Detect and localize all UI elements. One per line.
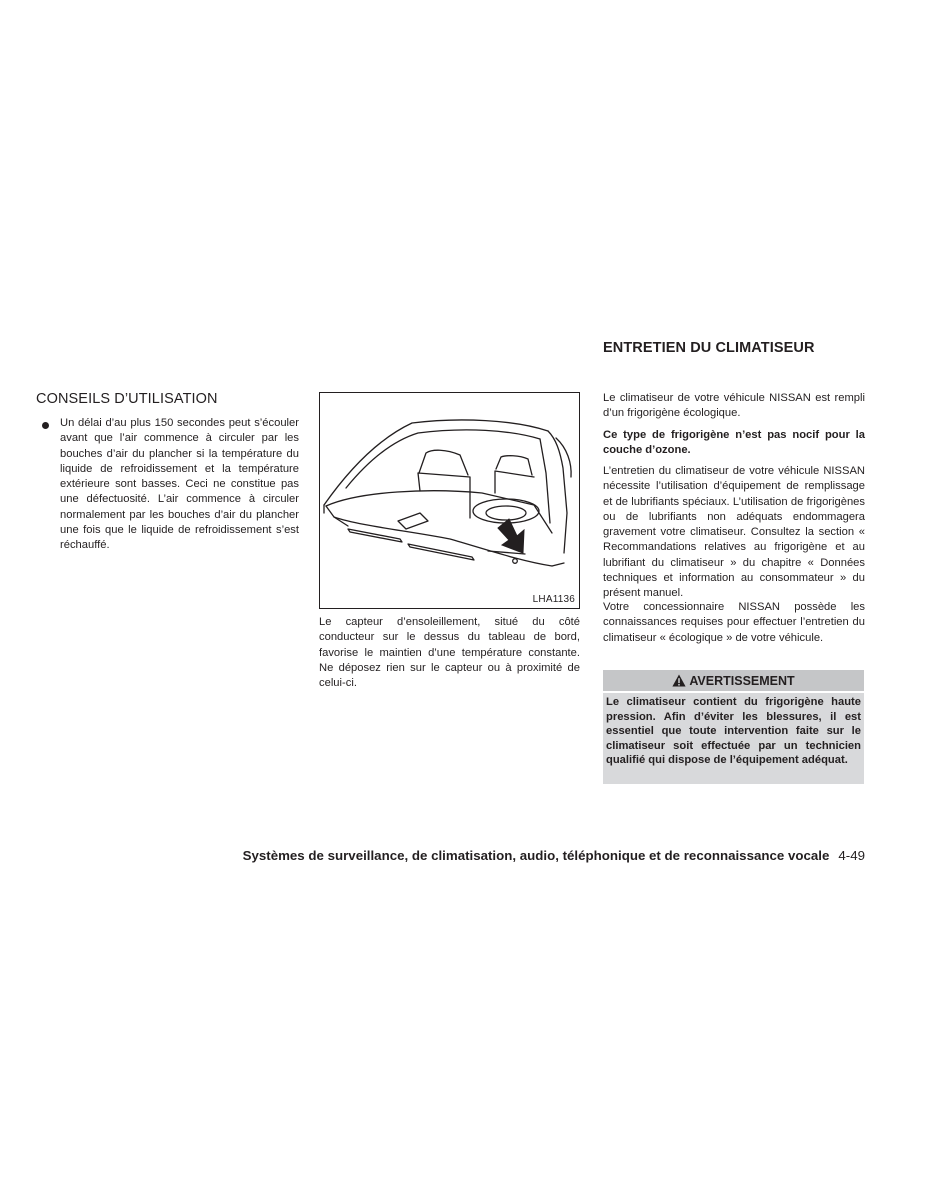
- dashboard-sun-sensor-figure: [319, 392, 580, 609]
- dashboard-illustration: [320, 393, 579, 608]
- figure-code: LHA1136: [532, 594, 575, 605]
- figure-caption: Le capteur d’ensoleillement, situé du côté conducteur sur le dessus du tableau de bord, favorise le maintien d’une température constante. Ne déposez rien sur le capteur ou à proximité de celui-ci.: [319, 616, 580, 690]
- warning-header: [603, 670, 864, 691]
- bullet-paragraph: Un délai d’au plus 150 secondes peut s’écouler avant que l’air commence à circuler par les bouches d’air du plancher si la température du liquide de refroidissement et la température extérieure sont basses. Ceci ne constitue pas une défectuosité. L’air commence à circuler normalement par les bouches d’air du plancher une fois que le liquide de refroidissement s’est réchauffé.: [60, 417, 299, 552]
- page-footer: [243, 848, 865, 863]
- warning-title: AVERTISSEMENT: [689, 673, 795, 688]
- warning-triangle-icon: [672, 674, 686, 687]
- paragraph-dealer: Votre concessionnaire NISSAN possède les connaissances requises pour effectuer l’entretien du climatiseur « écologique » de votre véhicule.: [603, 601, 865, 644]
- paragraph-maintenance: L’entretien du climatiseur de votre véhicule NISSAN nécessite l’utilisation d’équipement de remplissage et de lubrifiants spéciaux. L’utilisation de frigorigènes ou de lubrifiants non adéquats endommagera gravement votre climatiseur. Consultez la section « Recommandations relatives au frigorigène et au lubrifiant du climatiseur » du chapitre « Données techniques et information au consommateur » du présent manuel.: [603, 465, 865, 600]
- section-heading-conseils: CONSEILS D’UTILISATION: [36, 391, 218, 407]
- paragraph-ozone: Ce type de frigorigène n’est pas nocif pour la couche d’ozone.: [603, 429, 865, 457]
- paragraph-refrigerant-intro: Le climatiseur de votre véhicule NISSAN est rempli d’un frigorigène écologique.: [603, 392, 865, 420]
- footer-chapter-title: Systèmes de surveillance, de climatisation, audio, téléphonique et de reconnaissance vocale: [242, 848, 830, 863]
- page-number: 4-49: [838, 848, 865, 863]
- section-heading-entretien: ENTRETIEN DU CLIMATISEUR: [603, 340, 815, 356]
- warning-text: Le climatiseur contient du frigorigène haute pression. Afin d’éviter les blessures, il est essentiel que toute intervention faite sur le climatiseur soit effectuée par un technicien qualifié qui dispose de l’équipement adéquat.: [603, 693, 864, 784]
- bullet-dot-icon: [42, 422, 49, 429]
